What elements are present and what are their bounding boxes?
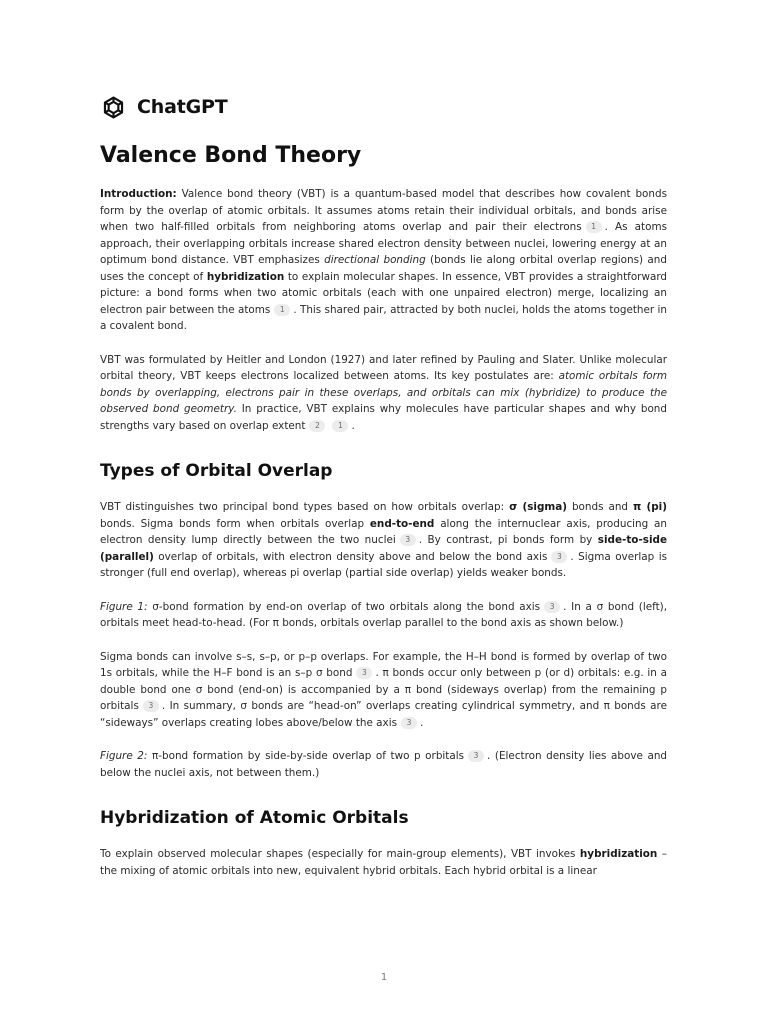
citation-badge[interactable]: 2 <box>309 420 325 432</box>
citation-badge[interactable]: 3 <box>401 717 417 729</box>
bold-term: hybridization <box>206 270 285 283</box>
figure-2-caption <box>100 748 667 781</box>
text: overlap of orbitals, with electron density above and below the bond axis <box>153 550 548 563</box>
text: . <box>420 716 424 729</box>
intro-label: Introduction: <box>100 188 177 200</box>
text: σ-bond formation by end-on overlap of two orbitals along the bond axis <box>147 600 541 613</box>
page-number: 1 <box>380 972 388 983</box>
citation-badge[interactable]: 3 <box>551 551 567 563</box>
brand-name: ChatGPT <box>137 96 228 118</box>
text: Valence bond theory (VBT) is a quantum-based model that describes how covalent bonds form by the overlap of atomic orbitals. It assumes atoms retain their individual orbitals, and bonds arise when two half-filled orbitals from neighboring atoms overlap and pair their electrons <box>100 188 667 233</box>
overlap-paragraph <box>100 499 667 582</box>
text: . (Electron density lies above and below the nuclei axis, not between them.) <box>100 750 667 779</box>
text: VBT distinguishes two principal bond types based on how orbitals overlap: <box>100 501 510 513</box>
bold-term: side-to-side (parallel) <box>100 534 667 563</box>
hybridization-paragraph <box>100 846 667 879</box>
text: Sigma bonds can involve s–s, s–p, or p–p overlaps. For example, the H–H bond is formed by overlap of two 1s orbitals, while the H–F bond is an s–p σ bond <box>100 650 667 679</box>
citation-badge[interactable]: 1 <box>332 420 348 432</box>
bold-term: σ (sigma) <box>509 501 567 513</box>
text: π-bond formation by side-by-side overlap of two p orbitals <box>147 750 465 762</box>
document-title: Valence Bond Theory <box>100 143 362 168</box>
emphasis: atomic orbitals form bonds by overlapping, electrons pair in these overlaps, and orbitals can mix (hybridize) to produce the observed bond geometry. <box>100 370 667 415</box>
citation-badge[interactable]: 3 <box>468 750 484 762</box>
text: To explain observed molecular shapes (especially for main-group elements), VBT invokes <box>100 848 580 860</box>
intro-paragraph <box>100 186 667 335</box>
citation-badge[interactable]: 1 <box>586 221 602 233</box>
text: . This shared pair, attracted by both nuclei, holds the atoms together in a covalent bond. <box>100 303 667 332</box>
bold-term: π (pi) <box>632 501 667 513</box>
figure-label: Figure 2: <box>100 750 148 762</box>
bold-term: hybridization <box>579 848 658 860</box>
citation-badge[interactable]: 3 <box>143 700 159 712</box>
citation-badge[interactable]: 3 <box>356 667 372 679</box>
text: bonds and <box>566 501 633 513</box>
citation-badge[interactable]: 3 <box>544 601 560 613</box>
figure-label: Figure 1: <box>100 600 148 613</box>
text: bonds. Sigma bonds form when orbitals overlap <box>100 517 370 530</box>
text: along the internuclear axis, producing an electron density lump directly between the two nuclei <box>100 517 667 546</box>
bold-term: end-to-end <box>369 517 435 530</box>
text: – the mixing of atomic orbitals into new, equivalent hybrid orbitals. Each hybrid orbital is a linear <box>100 848 667 877</box>
brand-header <box>100 92 667 122</box>
text: . Sigma overlap is stronger (full end overlap), whereas pi overlap (partial side overlap) yields weaker bonds. <box>100 550 667 579</box>
section-heading-overlap: Types of Orbital Overlap <box>100 461 333 481</box>
openai-logo-icon <box>100 94 127 121</box>
figure-1-caption <box>100 599 667 632</box>
citation-badge[interactable]: 1 <box>274 304 290 316</box>
text: In practice, VBT explains why molecules have particular shapes and why bond strengths vary based on overlap extent <box>100 403 667 432</box>
section-heading-hybridization: Hybridization of Atomic Orbitals <box>100 808 409 828</box>
sigma-pi-paragraph <box>100 649 667 732</box>
text: . As atoms approach, their overlapping orbitals increase shared electron density between nuclei, lowering energy at an optimum bond distance. VBT emphasizes <box>100 221 667 266</box>
text: . π bonds occur only between p (or d) orbitals: e.g. in a double bond one σ bond (end-on) is accompanied by a π bond (sideways overlap) from the remaining p orbitals <box>100 667 667 712</box>
text: . <box>351 419 355 432</box>
text: to explain molecular shapes. In essence, VBT provides a straightforward picture: a bond forms when two atomic orbitals (each with one unpaired electron) merge, localizing an electron pair between the atoms <box>100 270 668 316</box>
citation-badge[interactable]: 3 <box>400 534 416 546</box>
history-paragraph <box>100 352 667 435</box>
text: . In a σ bond (left), orbitals meet head-to-head. (For π bonds, orbitals overlap parallel to the bond axis as shown below.) <box>100 600 668 629</box>
text: (bonds lie along orbital overlap regions) and uses the concept of <box>100 254 667 283</box>
emphasis: directional bonding <box>324 254 426 266</box>
text: VBT was formulated by Heitler and London (1927) and later refined by Pauling and Slater. Unlike molecular orbital theory, VBT keeps electrons localized between atoms. Its key postulates are: <box>100 353 667 382</box>
text: . By contrast, pi bonds form by <box>418 534 598 546</box>
text: . In summary, σ bonds are “head-on” overlaps creating cylindrical symmetry, and π bonds are “sideways” overlaps creating lobes above/below the axis <box>100 700 667 729</box>
document-page <box>100 92 667 879</box>
